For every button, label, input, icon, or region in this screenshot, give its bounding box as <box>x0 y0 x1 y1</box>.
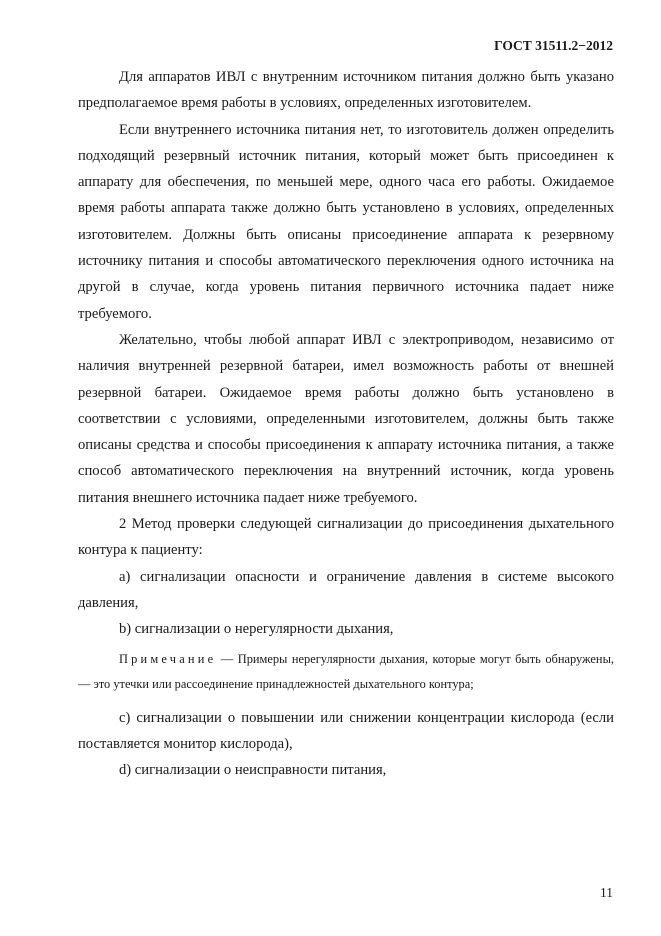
document-body <box>78 64 614 783</box>
note <box>78 647 614 697</box>
page-number: 11 <box>600 885 613 900</box>
note-label: Примечание <box>119 651 217 666</box>
list-item-d: d) сигнализации о неисправности питания, <box>119 762 387 779</box>
paragraph-external-battery: Желательно, чтобы любой аппарат ИВЛ с электроприводом, независимо от наличия внутренней резервной батареи, имел возможность работы от внешней резервной батареи. Ожидаемое время работы должно быть установлено в соответствии с условиями, определенными изготовителем, должны быть также описаны средства и способы присоединения к аппарату источника питания, а также способ автоматического переключения на внутренний источник, когда уровень питания внешнего источника падает ниже требуемого. <box>78 331 614 506</box>
paragraph-internal-power: Для аппаратов ИВЛ с внутренним источником питания должно быть указано предполагаемое время работы в условиях, определенных изготовителем. <box>78 69 614 112</box>
paragraph-backup-source: Если внутреннего источника питания нет, то изготовитель должен определить подходящий резервный источник питания, который может быть присоединен к аппарату для обеспечения, по меньшей мере, одного часа его работы. Ожидаемое время работы аппарата также должно быть установлено в условиях, определенных изготовителем. Должны быть описаны присоединение аппарата к резервному источнику питания и способы автоматического переключения одного источника на другой в случае, когда уровень питания первичного источника падает ниже требуемого. <box>78 121 614 322</box>
list-item-a: а) сигнализации опасности и ограничение давления в системе высокого давления, <box>78 568 614 611</box>
list-item-c: с) сигнализации о повышении или снижении концентрации кислорода (если поставляется монитор кислорода), <box>78 709 614 752</box>
paragraph-test-method: 2 Метод проверки следующей сигнализации до присоединения дыхательного контура к пациенту: <box>78 516 614 559</box>
document-header: ГОСТ 31511.2−2012 <box>494 38 613 53</box>
list-item-b: b) сигнализации о нерегулярности дыхания, <box>119 621 394 638</box>
note-text: — Примеры нерегулярности дыхания, которые могут быть обнаружены, — это утечки или рассоединение принадлежностей дыхательного контура; <box>78 651 614 691</box>
